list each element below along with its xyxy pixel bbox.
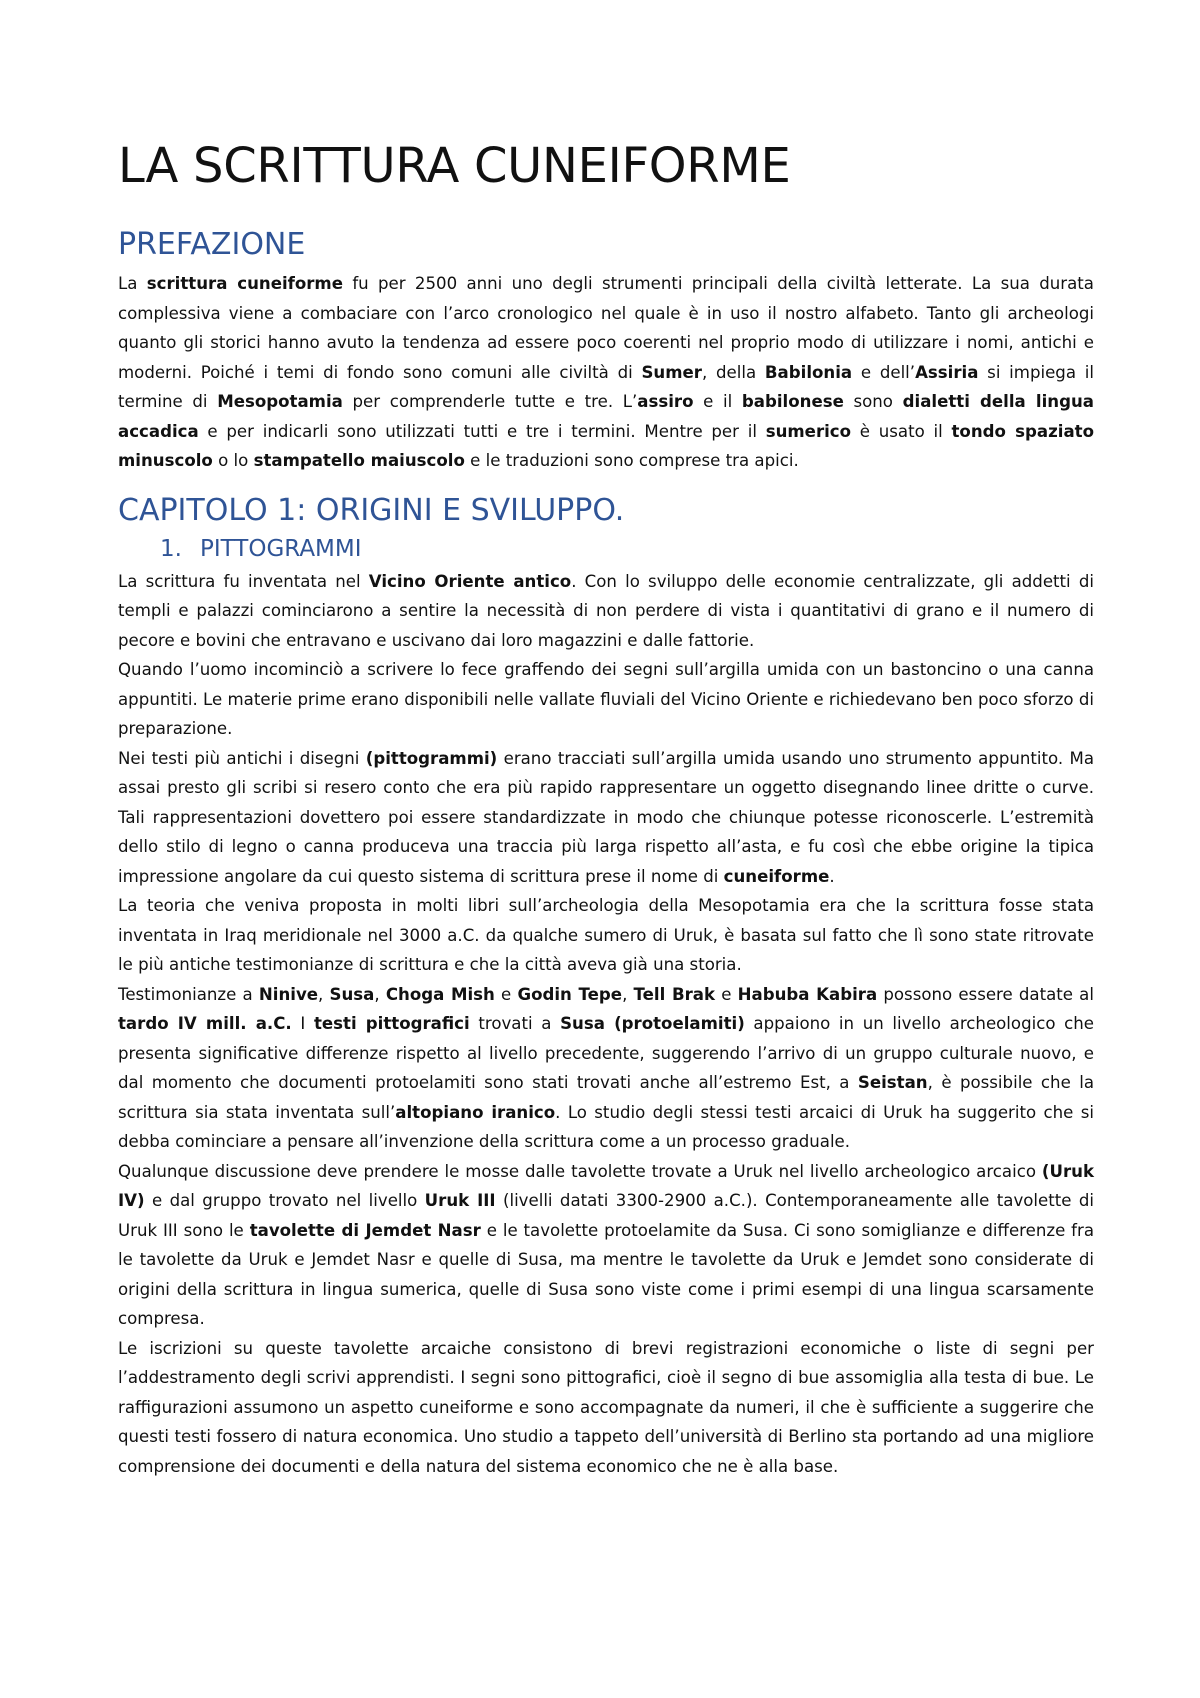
text-run: erano tracciati sull’argilla umida usando uno strumento appuntito. Ma assai presto gli scribi si resero conto che era più rapido rappresentare un oggetto disegnando linee dritte o curve. Tali rappresentazioni dovettero poi essere standardizzate in modo che chiunque potesse riconoscerle. L’estremità dello stilo di legno o canna produceva una traccia più larga rispetto all’asta, e fu così che ebbe origine la tipica impressione angolare da cui questo sistema di scrittura prese il nome di xyxy=(118,748,1094,886)
text-run: trovati a xyxy=(469,1014,561,1034)
text-run: La teoria che veniva proposta in molti libri sull’archeologia della Mesopotamia era che la scrittura fosse stata inventata in Iraq meridionale nel 3000 a.C. da qualche sumero di Uruk, è basata sul fatto che lì sono state ritrovate le più antiche testimonianze di scrittura e che la città aveva già una storia. xyxy=(118,896,1094,975)
bold-text: babilonese xyxy=(741,392,844,412)
preface-heading: PREFAZIONE xyxy=(118,226,306,262)
bold-text: Susa xyxy=(329,984,375,1004)
text-run: , xyxy=(374,984,386,1004)
paragraph xyxy=(118,980,1094,1157)
chapter-section xyxy=(118,492,1094,1482)
text-run: (livelli datati 3300-2900 a.C.). Contemporaneamente alle tavolette di Uruk III sono le xyxy=(118,1191,1094,1240)
text-run: e xyxy=(494,984,518,1004)
bold-text: Susa (protoelamiti) xyxy=(560,1014,745,1034)
text-run: fu per 2500 anni uno degli strumenti principali della civiltà letterate. La sua durata complessiva viene a combaciare con l’arco cronologico nel quale è in uso il nostro alfabeto. Tanto gli archeologi quanto gli storici hanno avuto la tendenza ad essere poco coerenti nel proprio modo di utilizzare i nomi, antichi e moderni. Poiché i temi di fondo sono comuni alle civiltà di xyxy=(118,274,1094,382)
chapter-body xyxy=(118,567,1094,1482)
text-run: La xyxy=(118,274,147,294)
bold-text: tardo IV mill. a.C. xyxy=(118,1014,292,1034)
bold-text: sumerico xyxy=(765,421,852,441)
text-run: e le traduzioni sono comprese tra apici. xyxy=(464,451,799,471)
text-run: appaiono in un livello archeologico che presenta significative differenze rispetto al livello precedente, suggerendo l’arrivo di un gruppo culturale nuovo, e dal momento che documenti protoelamiti sono stati trovati anche all’estremo Est, a xyxy=(118,1014,1094,1093)
text-run: , della xyxy=(701,362,765,382)
bold-text: Choga Mish xyxy=(385,984,495,1004)
text-run: si impiega il termine di xyxy=(118,362,1094,412)
bold-text: testi pittografici xyxy=(313,1014,470,1034)
text-run: e per indicarli sono utilizzati tutti e tre i termini. Mentre per il xyxy=(198,421,766,441)
text-run: Qualunque discussione deve prendere le mosse dalle tavolette trovate a Uruk nel livello archeologico arcaico xyxy=(118,1161,1042,1181)
text-run: e dell’ xyxy=(852,362,916,382)
text-run: sono xyxy=(843,392,903,412)
bold-text: stampatello maiuscolo xyxy=(253,451,465,471)
bold-text: Sumer xyxy=(641,362,702,382)
bold-text: altopiano iranico xyxy=(395,1102,556,1122)
preface-body xyxy=(118,269,1094,476)
bold-text: Tell Brak xyxy=(633,984,716,1004)
text-run: La scrittura fu inventata nel xyxy=(118,571,369,591)
paragraph xyxy=(118,891,1094,980)
text-run: per comprenderle tutte e tre. L’ xyxy=(342,392,638,412)
preface-section xyxy=(118,226,1094,476)
document-title: LA SCRITTURA CUNEIFORME xyxy=(118,138,791,194)
paragraph xyxy=(118,1157,1094,1334)
text-run: . Con lo sviluppo delle economie centralizzate, gli addetti di templi e palazzi cominciarono a sentire la necessità di non perdere di vista i quantitativi di grano e il numero di pecore e bovini che entravano e uscivano dai loro magazzini e dalle fattorie. xyxy=(118,571,1094,650)
text-run: e il xyxy=(693,392,742,412)
subsection-heading xyxy=(160,535,1094,565)
text-run: . xyxy=(829,866,835,886)
paragraph xyxy=(118,269,1094,476)
paragraph xyxy=(118,567,1094,656)
paragraph xyxy=(118,1334,1094,1482)
text-run: I xyxy=(291,1014,314,1034)
bold-text: Mesopotamia xyxy=(217,392,343,412)
text-run: e xyxy=(715,984,738,1004)
text-run: possono essere datate al xyxy=(877,984,1094,1004)
paragraph xyxy=(118,655,1094,744)
bold-text: tondo spaziato minuscolo xyxy=(118,421,1094,471)
paragraph xyxy=(118,744,1094,892)
text-run: Quando l’uomo incominciò a scrivere lo fece graffendo dei segni sull’argilla umida con un bastoncino o una canna appuntiti. Le materie prime erano disponibili nelle vallate fluviali del Vicino Oriente e richiedevano ben poco sforzo di preparazione. xyxy=(118,660,1094,739)
text-run: e dal gruppo trovato nel livello xyxy=(144,1191,425,1211)
bold-text: Assiria xyxy=(915,362,979,382)
bold-text: cuneiforme xyxy=(723,866,830,886)
text-run: o lo xyxy=(212,451,254,471)
bold-text: tavolette di Jemdet Nasr xyxy=(249,1220,481,1240)
bold-text: Babilonia xyxy=(764,362,853,382)
text-run: , xyxy=(622,984,634,1004)
chapter-heading: CAPITOLO 1: ORIGINI E SVILUPPO. xyxy=(118,492,625,528)
text-run: , xyxy=(318,984,330,1004)
text-run: e le tavolette protoelamite da Susa. Ci sono somiglianze e differenze fra le tavolette da Uruk e Jemdet Nasr e quelle di Susa, ma mentre le tavolette da Uruk e Jemdet sono considerate di origini della scrittura in lingua sumerica, quelle di Susa sono viste come i primi esempi di una lingua scarsamente compresa. xyxy=(118,1220,1095,1329)
text-run: Nei testi più antichi i disegni xyxy=(118,748,366,768)
bold-text: Vicino Oriente antico xyxy=(368,571,572,591)
subsection-title: PITTOGRAMMI xyxy=(200,536,362,563)
text-run: , è possibile che la scrittura sia stata inventata sull’ xyxy=(118,1073,1094,1122)
bold-text: Godin Tepe xyxy=(517,984,623,1004)
bold-text: Ninive xyxy=(258,984,319,1004)
bold-text: dialetti della lingua accadica xyxy=(118,392,1094,441)
bold-text: (Uruk IV) xyxy=(118,1161,1094,1211)
bold-text: (pittogrammi) xyxy=(365,748,498,768)
bold-text: Habuba Kabira xyxy=(737,984,878,1004)
text-run: . Lo studio degli stessi testi arcaici di Uruk ha suggerito che si debba cominciare a pensare all’invenzione della scrittura come a un processo graduale. xyxy=(118,1102,1094,1152)
bold-text: Seistan xyxy=(857,1073,928,1093)
bold-text: Uruk III xyxy=(424,1191,496,1211)
subsection-number: 1. xyxy=(160,536,182,563)
bold-text: assiro xyxy=(637,392,694,412)
bold-text: scrittura cuneiforme xyxy=(146,274,343,294)
text-run: Le iscrizioni su queste tavolette arcaiche consistono di brevi registrazioni economiche o liste di segni per l’addestramento degli scrivi apprendisti. I segni sono pittografici, cioè il segno di bue assomiglia alla testa di bue. Le raffigurazioni assumono un aspetto cuneiforme e sono accompagnate da numeri, il che è sufficiente a suggerire che questi testi fossero di natura economica. Uno studio a tappeto dell’università di Berlino sta portando ad una migliore comprensione dei documenti e della natura del sistema economico che ne è alla base. xyxy=(118,1338,1094,1476)
text-run: è usato il xyxy=(851,421,952,441)
text-run: Testimonianze a xyxy=(118,984,259,1004)
